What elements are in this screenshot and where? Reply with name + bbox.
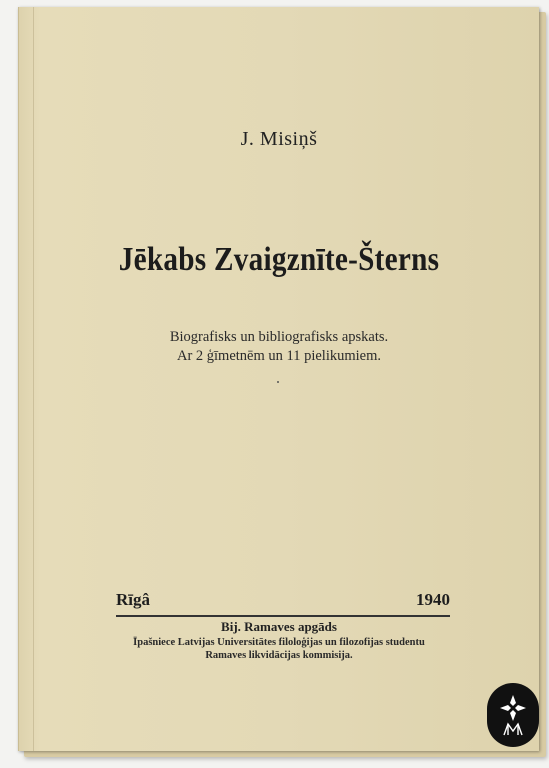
publication-place: Rīgâ [116, 590, 150, 609]
publisher-note [19, 636, 539, 662]
author-name: J. Misiņš [240, 128, 318, 150]
publisher-note-line-2: Ramaves likvidācijas kommisija. [205, 650, 353, 661]
subtitle-line-1: Biografisks un bibliografisks apskats. [169, 329, 389, 345]
star-emblem-logo [487, 683, 539, 747]
imprint-row [116, 590, 450, 610]
subtitle-line-2: Ar 2 ģīmetnēm un 11 pielikumiem. [176, 348, 382, 364]
decorative-dot [277, 381, 279, 383]
book-title: Jēkabs Zvaigznīte-Šterns [118, 241, 440, 278]
imprint-divider [116, 615, 450, 617]
publication-year: 1940 [416, 590, 450, 609]
book-cover [18, 7, 539, 751]
publisher-note-line-1: Īpašniece Latvijas Universitātes filoloģijas un filozofijas studentu [133, 637, 425, 648]
publisher-name: Bij. Ramaves apgāds [221, 619, 337, 634]
star-emblem-icon [496, 693, 530, 737]
book-subtitle [19, 328, 539, 366]
